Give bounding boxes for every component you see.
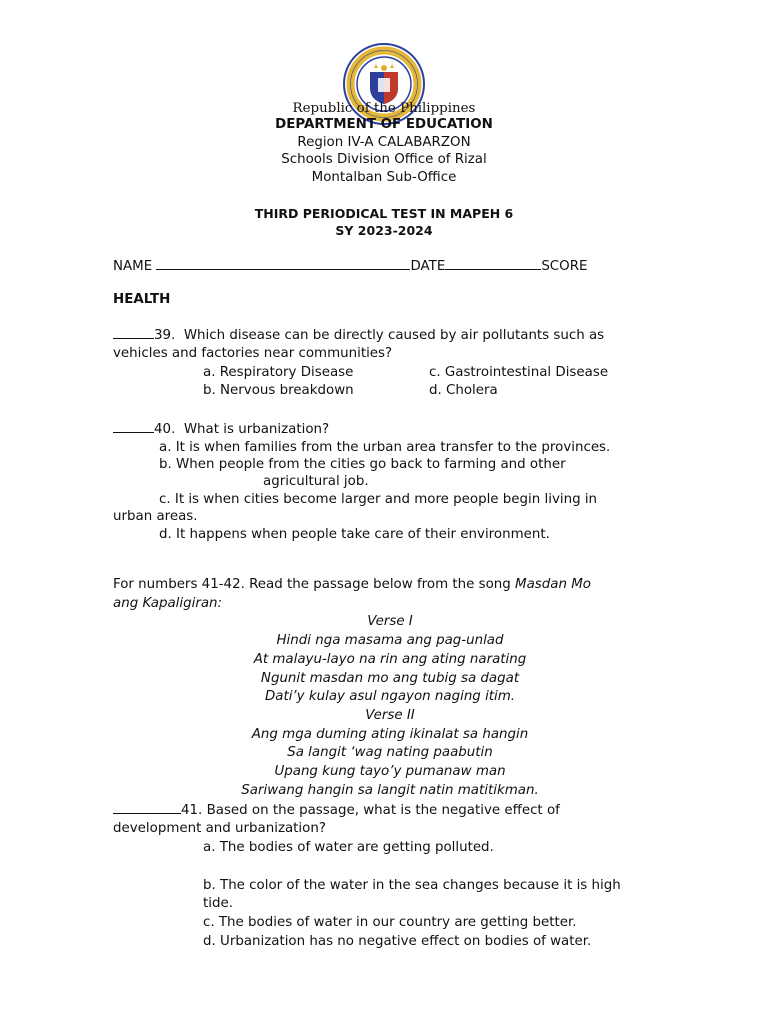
- question-40: [113, 420, 329, 439]
- question-41: [113, 801, 560, 820]
- question-text: Based on the passage, what is the negative effect of: [206, 803, 560, 818]
- choice-40-d: d. It happens when people take care of their environment.: [159, 527, 550, 542]
- student-info-row: [113, 257, 587, 276]
- verse1-line: Ngunit masdan mo ang tubig sa dagat: [260, 671, 520, 686]
- passage-intro-text: For numbers 41-42. Read the passage below from the song: [113, 577, 516, 592]
- verse1-line: At malayu-layo na rin ang ating narating: [253, 652, 527, 667]
- section-heading: HEALTH: [113, 292, 171, 307]
- song-title-cont: ang Kapaligiran:: [113, 596, 223, 611]
- question-number: 39.: [154, 328, 176, 343]
- choice-40-c-cont: urban areas.: [113, 509, 198, 524]
- verse2-line: Sariwang hangin sa langit natin matitikman.: [241, 783, 539, 798]
- verse2-line: Upang kung tayo’y pumanaw man: [274, 764, 506, 779]
- choice-41-c: c. The bodies of water in our country are getting better.: [203, 915, 577, 930]
- test-title: THIRD PERIODICAL TEST IN MAPEH 6: [254, 206, 514, 221]
- choice-39-d: d. Cholera: [429, 383, 498, 398]
- verse2-label: Verse II: [365, 708, 415, 723]
- question-text: What is urbanization?: [183, 422, 330, 437]
- choice-40-a: a. It is when families from the urban area transfer to the provinces.: [159, 440, 611, 455]
- verse1-line: Dati’y kulay asul ngayon naging itim.: [264, 689, 516, 704]
- question-39-cont: vehicles and factories near communities?: [113, 346, 393, 361]
- choice-41-b: b. The color of the water in the sea changes because it is high: [203, 878, 621, 893]
- song-title: Masdan Mo: [515, 577, 591, 592]
- date-blank[interactable]: [445, 257, 541, 270]
- date-label: DATE: [410, 259, 446, 274]
- answer-blank-40[interactable]: [113, 420, 154, 433]
- choice-40-b-cont: agricultural job.: [263, 474, 369, 489]
- answer-blank-41[interactable]: [113, 801, 181, 814]
- verse2-line: Ang mga duming ating ikinalat sa hangin: [251, 727, 529, 742]
- choice-39-c: c. Gastrointestinal Disease: [429, 365, 609, 380]
- question-39: [113, 326, 604, 345]
- header-republic: Republic of the Philippines: [292, 101, 476, 116]
- question-number: 41.: [181, 803, 203, 818]
- header-suboffice: Montalban Sub-Office: [311, 170, 457, 185]
- name-label: NAME: [113, 259, 153, 274]
- choice-41-a: a. The bodies of water are getting polluted.: [203, 840, 494, 855]
- choice-39-a: a. Respiratory Disease: [203, 365, 354, 380]
- question-text: Which disease can be directly caused by air pollutants such as: [183, 328, 605, 343]
- choice-41-b-cont: tide.: [203, 896, 233, 911]
- name-blank[interactable]: [156, 257, 410, 270]
- answer-blank-39[interactable]: [113, 326, 154, 339]
- header-division: Schools Division Office of Rizal: [281, 152, 487, 167]
- choice-40-c: c. It is when cities become larger and more people begin living in: [159, 492, 598, 507]
- choice-40-b: b. When people from the cities go back to farming and other: [159, 457, 566, 472]
- school-year: SY 2023-2024: [335, 223, 433, 238]
- choice-39-b: b. Nervous breakdown: [203, 383, 354, 398]
- question-number: 40.: [154, 422, 176, 437]
- header-department: DEPARTMENT OF EDUCATION: [275, 117, 493, 132]
- verse1-label: Verse I: [367, 614, 413, 629]
- score-label: SCORE: [541, 259, 588, 274]
- verse2-line: Sa langit ‘wag nating paabutin: [287, 745, 493, 760]
- header-region: Region IV-A CALABARZON: [297, 135, 471, 150]
- passage-intro: [113, 576, 591, 594]
- verse1-line: Hindi nga masama ang pag-unlad: [276, 633, 504, 648]
- question-41-cont: development and urbanization?: [113, 821, 326, 836]
- choice-41-d: d. Urbanization has no negative effect on bodies of water.: [203, 934, 592, 949]
